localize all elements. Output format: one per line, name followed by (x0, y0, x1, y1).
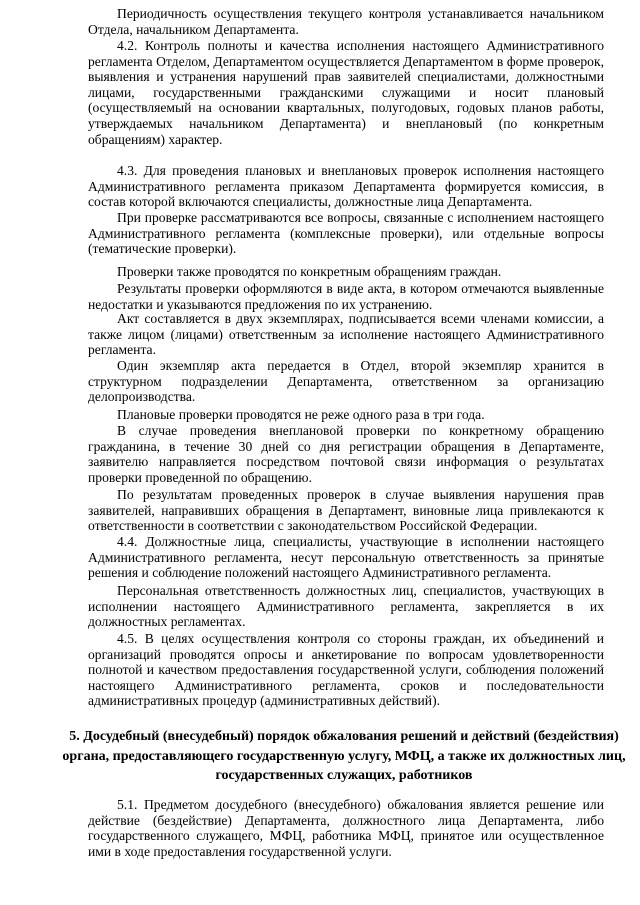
paragraph-act-storage: Один экземпляр акта передается в Отдел, второй экземпляр хранится в структурном подразделении Департамента, ответственном за организацию делопроизводства. (88, 358, 604, 405)
paragraph-unplanned-inspection: В случае проведения внеплановой проверки по конкретному обращению гражданина, в течение 30 дней со дня регистрации обращения в Департаменте, заявителю направляется посредством почтовой связи информация о результатах проверки проведенной по обращению. (88, 423, 604, 485)
paragraph-act-copies: Акт составляется в двух экземплярах, подписывается всеми членами комиссии, а также лицом (лицами) ответственным за исполнение настоящего Административного регламента. (88, 311, 604, 358)
paragraph-inspection-results: Результаты проверки оформляются в виде акта, в котором отмечаются выявленные недостатки и указываются предложения по их устранению. (88, 281, 604, 312)
paragraph-inspection-scope: При проверке рассматриваются все вопросы, связанные с исполнением настоящего Административного регламента (комплексные проверки), или отдельные вопросы (тематические проверки). (88, 210, 604, 257)
paragraph-4-2: 4.2. Контроль полноты и качества исполнения настоящего Административного регламента Отделом, Департаментом осуществляется Департаментом в форме проверок, выявления и устранения нарушений прав заявителей специалистами, должностными лицами, государственными гражданскими служащими и носит плановый (осуществляемый на основании квартальных, полугодовых, годовых планов работы, утверждаемых начальником Департамента) и внеплановый (по конкретным обращениям) характер. (88, 38, 604, 147)
paragraph-planned-frequency: Плановые проверки проводятся не реже одного раза в три года. (117, 407, 485, 422)
paragraph-4-3: 4.3. Для проведения плановых и внеплановых проверок исполнения настоящего Административного регламента приказом Департамента формируется комиссия, в состав которой включаются специалисты, должностные лица Департамента. (88, 163, 604, 210)
paragraph-5-1: 5.1. Предметом досудебного (внесудебного) обжалования является решение или действие (бездействие) Департамента, должностного лица Департамента, либо государственного служащего, МФЦ, работника МФЦ, принятое или осуществленное ими в ходе предоставления государственной услуги. (88, 797, 604, 859)
paragraph-4-4: 4.4. Должностные лица, специалисты, участвующие в исполнении настоящего Административного регламента, несут персональную ответственность за принятые решения и соблюдение положений настоящего Административного регламента. (88, 534, 604, 581)
section-5-heading: 5. Досудебный (внесудебный) порядок обжалования решений и действий (бездействия) органа, предоставляющего государственную услугу, МФЦ, а также их должностных лиц, государственных служащих, работников (62, 729, 626, 783)
paragraph-personal-responsibility: Персональная ответственность должностных лиц, специалистов, участвующих в исполнении настоящего Административного регламента, закрепляется в их должностных регламентах. (88, 583, 604, 630)
paragraph-violations-liability: По результатам проведенных проверок в случае выявления нарушения прав заявителей, направивших обращения в Департамент, виновные лица привлекаются к ответственности в соответствии с законодательством Российской Федерации. (88, 487, 604, 534)
paragraph-control-periodicity: Периодичность осуществления текущего контроля устанавливается начальником Отдела, начальником Департамента. (88, 6, 604, 37)
paragraph-citizen-appeals: Проверки также проводятся по конкретным обращениям граждан. (117, 264, 502, 279)
paragraph-4-5: 4.5. В целях осуществления контроля со стороны граждан, их объединений и организаций проводятся опросы и анкетирование по вопросам удовлетворенности полнотой и качеством предоставления государственной услуги, соблюдения положений настоящего Административного регламента, сроков и последовательности административных процедур (административных действий). (88, 631, 604, 709)
